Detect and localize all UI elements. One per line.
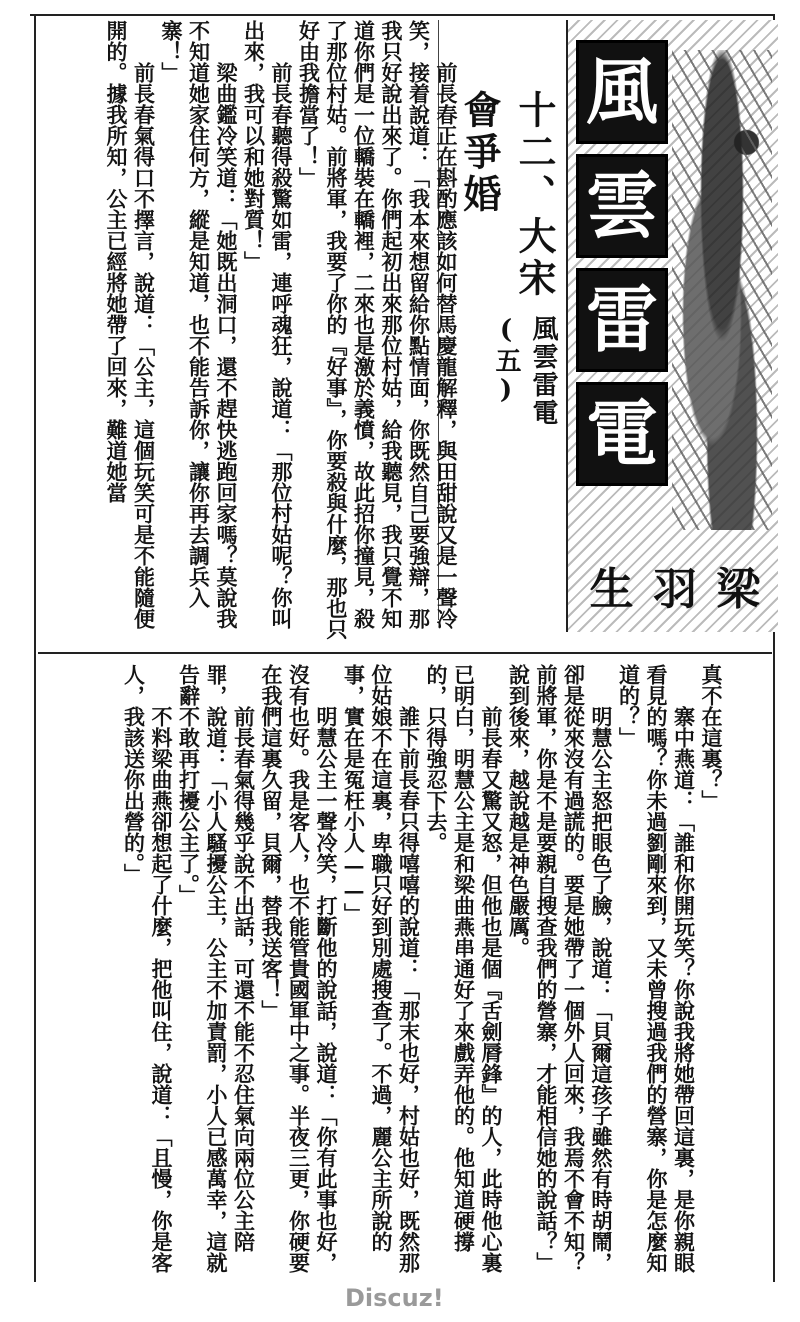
serial-title — [576, 40, 668, 486]
article-column-top — [40, 20, 460, 645]
paragraph: 前長春正在斟酌應該如何替馬慶龍解釋，與田甜說又是一聲冷笑，接着說道：「我本來想留給你點情面，你既然自己要強辯，那我只好說出來了。你們起初出來那位村姑，給我聽見，我只覺不知道你們是一位轎裝在轎裡，二來也是激於義憤，故此招你撞見，殺了那位村姑。前將軍，我要了你的『好事』，你要殺與什麼，那也只好由我擔當了！」 — [296, 20, 459, 640]
section-divider — [38, 652, 772, 654]
paragraph: 前長春氣得幾乎說不出話，可還不能不忍住氣向兩位公主陪罪，說道：「小人騷擾公主，公主不加責罰，小人已感萬幸，這就告辭不敢再打擾公主了。」 — [176, 664, 257, 1273]
paragraph: 明慧公主一聲冷笑，打斷他的說話，說道：「你有此事也好，沒有也好。我是客人，也不能管貴國軍中之事。半夜三更，你硬要在我們這裏久留，貝爾，替我送客！」 — [259, 664, 339, 1273]
paragraph: 前長春氣得口不擇言，說道：「公主，這個玩笑可是不能隨便開的。據我所知，公主已經將她帶了回來，難道她當 — [104, 20, 157, 629]
title-char: 雲 — [576, 154, 668, 258]
author-name — [580, 540, 770, 630]
paragraph: 寨中燕道：「誰和你開玩笑？你說我將她帶回這裏，是你親眼看見的嗎？你未過劉剛來到，又未曾搜過我們的營寨，你是怎麼知道的？」 — [616, 664, 697, 1273]
paragraph: 真不在這裏？」 — [699, 664, 724, 811]
author-char: 生 — [589, 564, 634, 615]
paragraph: 明慧公主怒把眼色了臉，說道：「貝爾這孩子雖然有時胡鬧，卻是從來沒有過謊的。要是她帶了一個外人回來，我焉不會不知？前將軍，你是不是要親自搜查我們的營寨，才能相信她的說話？」說到後來，越說越是神色嚴厲。 — [506, 664, 614, 1273]
section-heading: 風雲雷電(五) — [491, 314, 558, 427]
paragraph: 誰下前長春只得嘻嘻的說道：「那末也好，村姑也好，既然那位姑娘不在這裏，卑職只好到別處搜查了。不過，麗公主所說的事，實在是冤枉小人——」 — [341, 664, 422, 1273]
masthead-illustration — [672, 50, 772, 530]
page-border-left — [34, 14, 36, 1282]
paragraph: 梁曲鑑冷笑道：「她既出洞口，還不趕快逃跑回家嗎？莫說我不知道她家住何方，縱是知道，也不能告訴你，讓你再去調兵入寨！」 — [159, 20, 239, 629]
masthead-banner — [566, 20, 778, 632]
paragraph: 前長春又驚又怒，但他也是個『舌劍脣鋒』的人，此時他心裏已明白，明慧公主是和梁曲燕串通好了來戲弄他的。他知道硬撐的，只得強忍下去。 — [424, 664, 504, 1273]
paragraph: 不料梁曲燕卻想起了什麼，把他叫住，說道：「且慢，你是客人，我該送你出營的。」 — [121, 664, 174, 1273]
author-char: 羽 — [652, 564, 697, 615]
title-char: 電 — [576, 382, 668, 486]
article-column-bottom — [40, 664, 725, 1279]
title-char: 雷 — [576, 268, 668, 372]
paragraph: 前長春聽得殺驚如雷，連呼魂狂，說道：「那位村姑呢？你叫出來，我可以和她對質！」 — [241, 20, 294, 629]
author-char: 梁 — [716, 564, 761, 615]
chapter-title: 十二、大宋會爭婚 — [457, 90, 557, 300]
chapter-heading — [457, 90, 562, 450]
title-char: 風 — [576, 40, 668, 144]
watermark: Discuz! — [345, 1284, 444, 1312]
page-border-top — [30, 14, 775, 16]
